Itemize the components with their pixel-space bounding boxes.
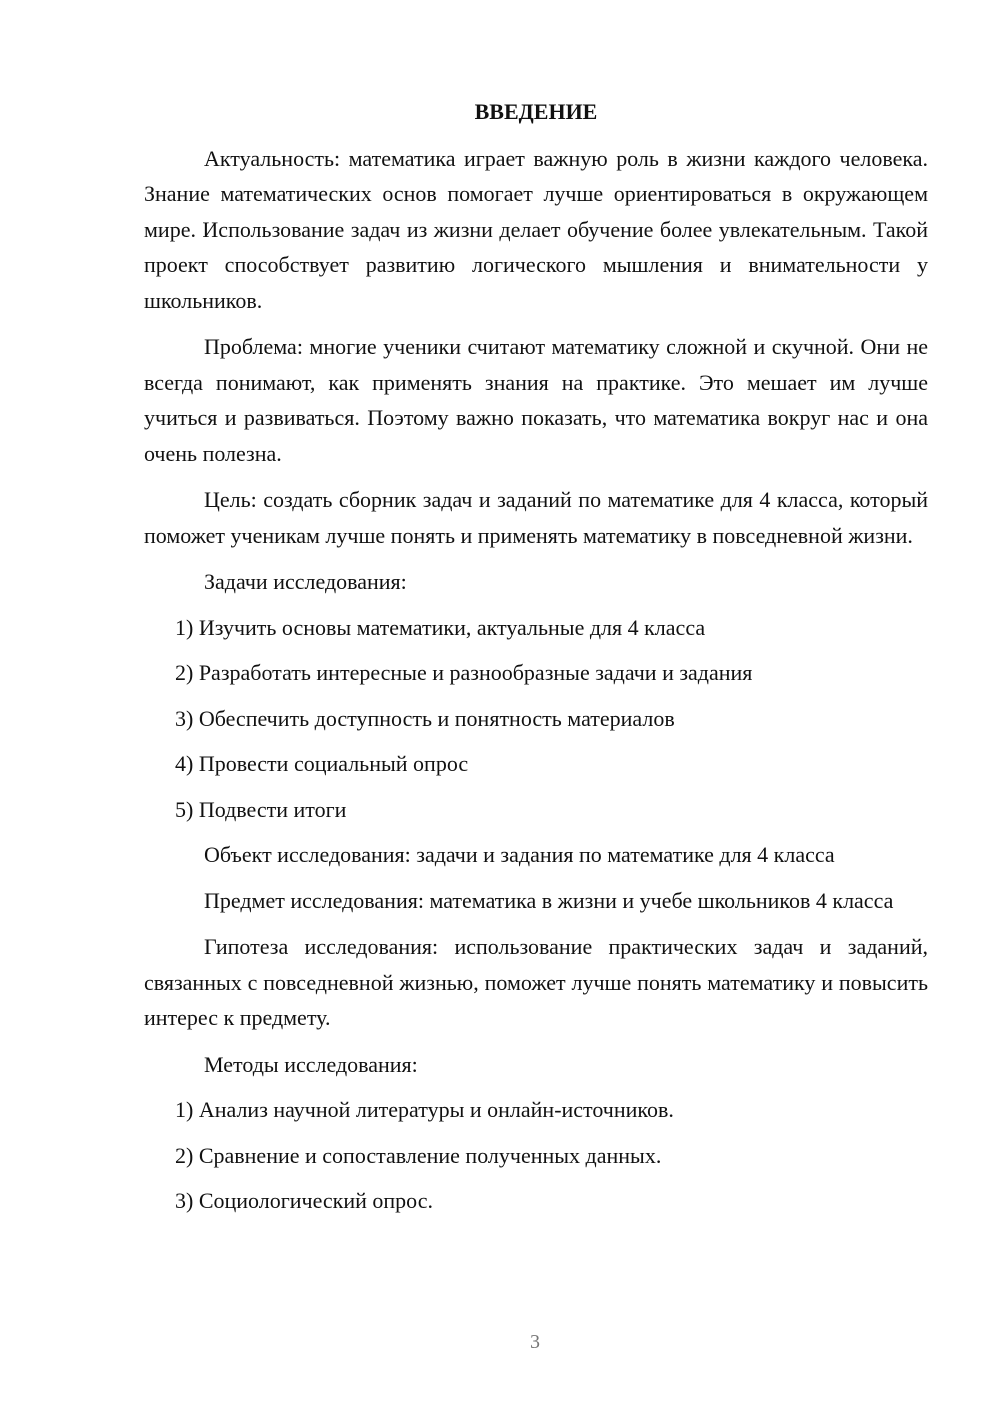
relevance-paragraph: Актуальность: математика играет важную роль в жизни каждого человека. Знание математических основ помогает лучше ориентироваться в окружающем мире. Использование задач из жизни делает обучение более увлекательным. Такой проект способствует развитию логического мышления и внимательности у школьников. <box>144 145 928 313</box>
task-item-1: 1) Изучить основы математики, актуальные для 4 класса <box>175 614 706 640</box>
tasks-heading: Задачи исследования: <box>204 569 407 594</box>
task-item-5: 5) Подвести итоги <box>175 796 347 822</box>
section-title: ВВЕДЕНИЕ <box>474 99 598 124</box>
task-item-2: 2) Разработать интересные и разнообразные задачи и задания <box>175 660 753 685</box>
methods-heading: Методы исследования: <box>204 1051 418 1077</box>
task-item-3: 3) Обеспечить доступность и понятность материалов <box>175 705 675 731</box>
hypothesis-paragraph: Гипотеза исследования: использование практических задач и заданий, связанных с повседневной жизнью, поможет лучше понять математику и повысить интерес к предмету. <box>144 934 928 1030</box>
subject-paragraph: Предмет исследования: математика в жизни и учебе школьников 4 класса <box>204 887 894 913</box>
method-item-1: 1) Анализ научной литературы и онлайн-источников. <box>175 1097 674 1122</box>
goal-paragraph: Цель: создать сборник задач и заданий по математике для 4 класса, который поможет ученикам лучше понять и применять математику в повседневной жизни. <box>144 487 928 548</box>
method-item-2: 2) Сравнение и сопоставление полученных данных. <box>175 1142 662 1168</box>
page-number: 3 <box>530 1331 540 1353</box>
object-line: Объект исследования: задачи и задания по математике для 4 класса <box>204 842 835 867</box>
method-item-3: 3) Социологический опрос. <box>175 1188 433 1213</box>
page-content <box>144 94 928 1229</box>
problem-paragraph: Проблема: многие ученики считают математику сложной и скучной. Они не всегда понимают, как применять знания на практике. Это мешает им лучше учиться и развиваться. Поэтому важно показать, что математика вокруг нас и она очень полезна. <box>144 334 928 466</box>
task-item-4: 4) Провести социальный опрос <box>175 751 469 776</box>
